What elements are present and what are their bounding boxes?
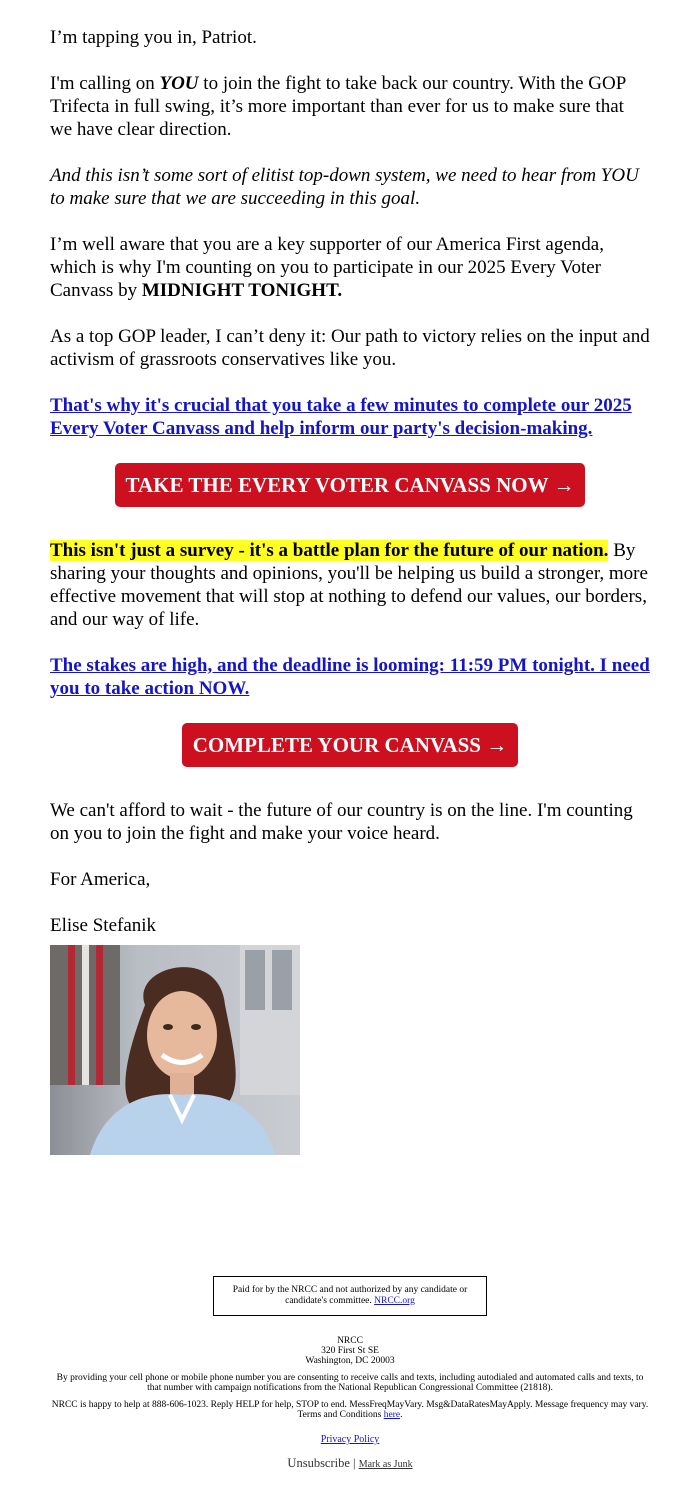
- email-body: [50, 0, 650, 1155]
- unsubscribe-row: [0, 1456, 700, 1471]
- email-footer: [0, 1276, 700, 1471]
- supporter-text: I’m well aware that you are a key supporter of our America First agenda, which is why I'm counting on you to participate in our 2025 Every Voter Canvass by: [50, 234, 604, 301]
- take-canvass-button[interactable]: TAKE THE EVERY VOTER CANVASS NOW →: [115, 463, 586, 507]
- deadline-bold: MIDNIGHT TONIGHT.: [141, 280, 343, 301]
- intro-text-a: I'm calling on: [50, 73, 160, 94]
- paragraph-closing: We can't afford to wait - the future of our country is on the line. I'm counting on you to join the fight and make your voice heard.: [50, 800, 633, 844]
- cta-row-1: [50, 463, 650, 507]
- nrcc-link[interactable]: NRCC.org: [374, 1296, 415, 1306]
- deadline-link[interactable]: The stakes are high, and the deadline is looming: 11:59 PM tonight. I need you to take action NOW.: [50, 655, 650, 699]
- paid-for-box: [213, 1276, 487, 1316]
- address-line-3: Washington, DC 20003: [305, 1356, 395, 1366]
- emphasis-you: YOU: [159, 73, 199, 94]
- consent-text: By providing your cell phone or mobile phone number you are consenting to receive calls and texts, including autodialed and automated calls and texts, to that number with campaign notifications from the National Republican Congressional Committee (21818).: [56, 1373, 644, 1393]
- privacy-row: [0, 1434, 700, 1445]
- greeting: I’m tapping you in, Patriot.: [50, 27, 257, 48]
- paragraph-survey: [50, 539, 650, 631]
- paragraph-leader: As a top GOP leader, I can’t deny it: Our path to victory relies on the input and activism of grassroots conservatives like you.: [50, 326, 650, 370]
- signoff: For America,: [50, 869, 151, 890]
- unsubscribe-link[interactable]: Unsubscribe: [287, 1456, 350, 1470]
- italic-text: And this isn’t some sort of elitist top-down system, we need to hear from YOU to make sure that we are succeeding in this goal.: [50, 165, 639, 209]
- address-line-2: 320 First St SE: [321, 1346, 379, 1356]
- mark-as-junk-link[interactable]: Mark as Junk: [358, 1459, 413, 1470]
- help-text: [50, 1400, 650, 1420]
- address-line-1: NRCC: [337, 1336, 363, 1346]
- mailing-address: [0, 1336, 700, 1366]
- survey-text: By sharing your thoughts and opinions, you'll be helping us build a stronger, more effective movement that will stop at nothing to defend our values, our borders, and our way of life.: [50, 540, 648, 630]
- privacy-policy-link[interactable]: Privacy Policy: [320, 1434, 380, 1445]
- help-text-a: NRCC is happy to help at 888-606-1023. Reply HELP for help, STOP to end. MessFreqMayVary. Msg&DataRatesMayApply. Message frequency may vary. Terms and Conditions: [51, 1400, 649, 1420]
- paragraph-supporter: [50, 233, 650, 302]
- paragraph-link1: [50, 394, 650, 440]
- intro-text-b: to join the fight to take back our country. With the GOP Trifecta in full swing, it’s more important than ever for us to make sure that we have clear direction.: [50, 73, 626, 140]
- paid-for-text: Paid for by the NRCC and not authorized by any candidate or candidate's committee.: [232, 1285, 468, 1306]
- signature: Elise Stefanik: [50, 915, 157, 936]
- complete-canvass-button[interactable]: COMPLETE YOUR CANVASS →: [182, 723, 518, 767]
- paragraph-link2: [50, 654, 650, 700]
- separator: |: [349, 1456, 359, 1470]
- portrait-photo: [50, 945, 300, 1155]
- paragraph-intro: [50, 72, 650, 141]
- help-text-b: .: [400, 1410, 403, 1420]
- terms-link[interactable]: here: [383, 1410, 401, 1420]
- cta-row-2: [50, 723, 650, 767]
- canvass-link[interactable]: That's why it's crucial that you take a few minutes to complete our 2025 Every Voter Canvass and help inform our party's decision-making.: [50, 395, 632, 439]
- highlighted-text: This isn't just a survey - it's a battle plan for the future of our nation.: [50, 540, 609, 561]
- paragraph-italic: [50, 164, 650, 210]
